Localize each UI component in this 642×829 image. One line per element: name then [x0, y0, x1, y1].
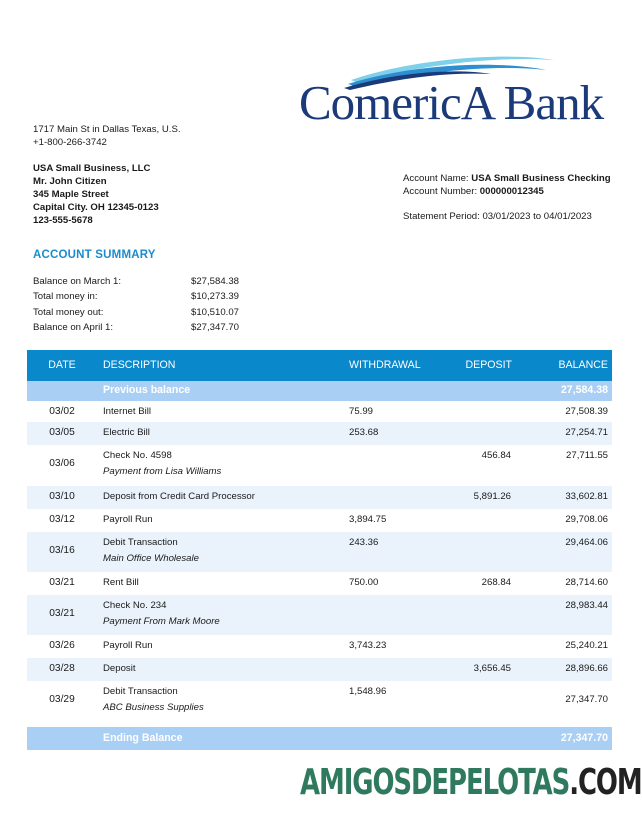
- header-balance: BALANCE: [558, 359, 608, 371]
- customer-street: 345 Maple Street: [33, 189, 109, 200]
- row-deposit: 268.84: [481, 577, 511, 588]
- watermark-name: AMIGOSDEPELOTAS: [300, 762, 570, 803]
- watermark: [300, 762, 642, 803]
- customer-address-block: [33, 162, 159, 227]
- comerica-bank-logo: [296, 50, 606, 135]
- row-balance: 33,602.81: [565, 491, 608, 502]
- account-number: 000000012345: [479, 186, 544, 197]
- logo-text: ComericA Bank: [299, 75, 604, 130]
- row-description-block: [103, 537, 199, 564]
- row-withdrawal: 253.68: [349, 427, 379, 438]
- customer-name: Mr. John Citizen: [33, 176, 107, 187]
- summary-row: [33, 320, 239, 335]
- row-description: Check No. 234: [103, 600, 167, 611]
- row-date: 03/02: [49, 406, 75, 417]
- summary-value: $10,273.39: [191, 291, 240, 303]
- row-deposit: 456.84: [481, 450, 511, 461]
- row-description: Payroll Run: [103, 640, 153, 651]
- row-description: Debit Transaction: [103, 686, 178, 697]
- watermark-tld: .COM: [569, 762, 642, 803]
- row-subdescription: Payment from Lisa Williams: [103, 466, 222, 477]
- summary-value: $27,347.70: [191, 321, 240, 333]
- row-date: 03/21: [49, 577, 75, 588]
- table-row: [27, 658, 612, 681]
- row-description-block: [103, 686, 204, 713]
- summary-label: Total money in:: [33, 291, 98, 303]
- account-info: [403, 172, 611, 198]
- summary-value: $10,510.07: [191, 306, 240, 318]
- row-description: Payroll Run: [103, 514, 153, 525]
- ending-balance-label: Ending Balance: [103, 732, 183, 744]
- row-balance: 28,896.66: [565, 663, 608, 674]
- row-date: 03/16: [49, 545, 75, 556]
- summary-row: [33, 274, 239, 289]
- customer-phone: 123-555-5678: [33, 215, 93, 226]
- row-balance: 29,464.06: [565, 537, 608, 548]
- row-balance: 29,708.06: [565, 514, 608, 525]
- row-balance: 28,714.60: [565, 577, 608, 588]
- previous-balance-label: Previous balance: [103, 384, 191, 396]
- row-withdrawal: 3,894.75: [349, 514, 387, 525]
- table-row: [27, 681, 612, 722]
- row-deposit: 5,891.26: [473, 491, 511, 502]
- summary-label: Balance on March 1:: [33, 276, 121, 287]
- table-row: [27, 509, 612, 532]
- row-date: 03/28: [49, 663, 75, 674]
- row-description-block: [103, 600, 220, 627]
- table-row: [27, 532, 612, 572]
- row-date: 03/21: [49, 608, 75, 619]
- row-date: 03/05: [49, 427, 75, 438]
- summary-row: [33, 289, 239, 304]
- row-withdrawal: 75.99: [349, 406, 374, 417]
- summary-label: Total money out:: [33, 306, 104, 318]
- account-number-label: Account Number:: [403, 186, 480, 197]
- row-withdrawal: 243.36: [349, 537, 379, 548]
- table-row: [27, 572, 612, 595]
- row-balance: 27,347.70: [565, 694, 608, 705]
- row-description-block: [103, 450, 221, 477]
- row-date: 03/26: [49, 640, 75, 651]
- row-description: Check No. 4598: [103, 450, 172, 461]
- account-number-line: [403, 185, 611, 198]
- row-balance: 27,508.39: [565, 406, 608, 417]
- bank-address: 1717 Main St in Dallas Texas, U.S.: [33, 124, 181, 135]
- ending-balance-value: 27,347.70: [560, 732, 608, 744]
- bank-phone: +1-800-266-3742: [33, 137, 107, 148]
- header-withdrawal: WITHDRAWAL: [349, 359, 421, 371]
- row-date: 03/10: [49, 491, 75, 502]
- account-summary-title: ACCOUNT SUMMARY: [33, 249, 156, 261]
- table-row: [27, 595, 612, 635]
- row-balance: 27,711.55: [566, 450, 608, 461]
- previous-balance-value: 27,584.38: [560, 384, 608, 396]
- row-subdescription: Main Office Wholesale: [103, 553, 199, 564]
- row-balance: 27,254.71: [565, 427, 608, 438]
- previous-balance-row: [27, 381, 612, 401]
- table-row: [27, 422, 612, 445]
- bank-address-block: [33, 123, 181, 149]
- row-subdescription: ABC Business Supplies: [103, 702, 204, 713]
- row-withdrawal: 3,743.23: [349, 640, 387, 651]
- statement-period: Statement Period: 03/01/2023 to 04/01/2023: [403, 211, 592, 222]
- account-name-line: [403, 172, 611, 185]
- row-withdrawal: 750.00: [349, 577, 379, 588]
- customer-city: Capital City. OH 12345-0123: [33, 202, 159, 213]
- row-date: 03/29: [49, 694, 75, 705]
- transactions-table: [27, 350, 612, 750]
- customer-company: USA Small Business, LLC: [33, 163, 151, 174]
- summary-value: $27,584.38: [191, 276, 240, 287]
- table-row: [27, 635, 612, 658]
- account-name-label: Account Name:: [403, 173, 472, 184]
- row-date: 03/12: [49, 514, 75, 525]
- table-row: [27, 486, 612, 509]
- row-subdescription: Payment From Mark Moore: [103, 616, 220, 627]
- summary-row: [33, 305, 239, 320]
- table-header: [27, 350, 612, 381]
- ending-balance-row: [27, 727, 612, 750]
- row-balance: 28,983.44: [565, 600, 608, 611]
- row-balance: 25,240.21: [565, 640, 608, 651]
- row-withdrawal: 1,548.96: [349, 686, 387, 697]
- row-description: Debit Transaction: [103, 537, 178, 548]
- row-description: Rent Bill: [103, 577, 139, 588]
- row-deposit: 3,656.45: [473, 663, 511, 674]
- account-name: USA Small Business Checking: [471, 173, 611, 184]
- account-summary: [33, 274, 239, 335]
- row-description: Deposit: [103, 663, 136, 674]
- row-date: 03/06: [49, 458, 75, 469]
- table-row: [27, 401, 612, 422]
- row-description: Electric Bill: [103, 427, 150, 438]
- row-description: Deposit from Credit Card Processor: [103, 491, 255, 502]
- summary-label: Balance on April 1:: [33, 321, 114, 333]
- header-date: DATE: [48, 359, 76, 371]
- header-description: DESCRIPTION: [103, 359, 176, 371]
- row-description: Internet Bill: [103, 406, 151, 417]
- table-row: [27, 445, 612, 486]
- header-deposit: DEPOSIT: [465, 359, 512, 371]
